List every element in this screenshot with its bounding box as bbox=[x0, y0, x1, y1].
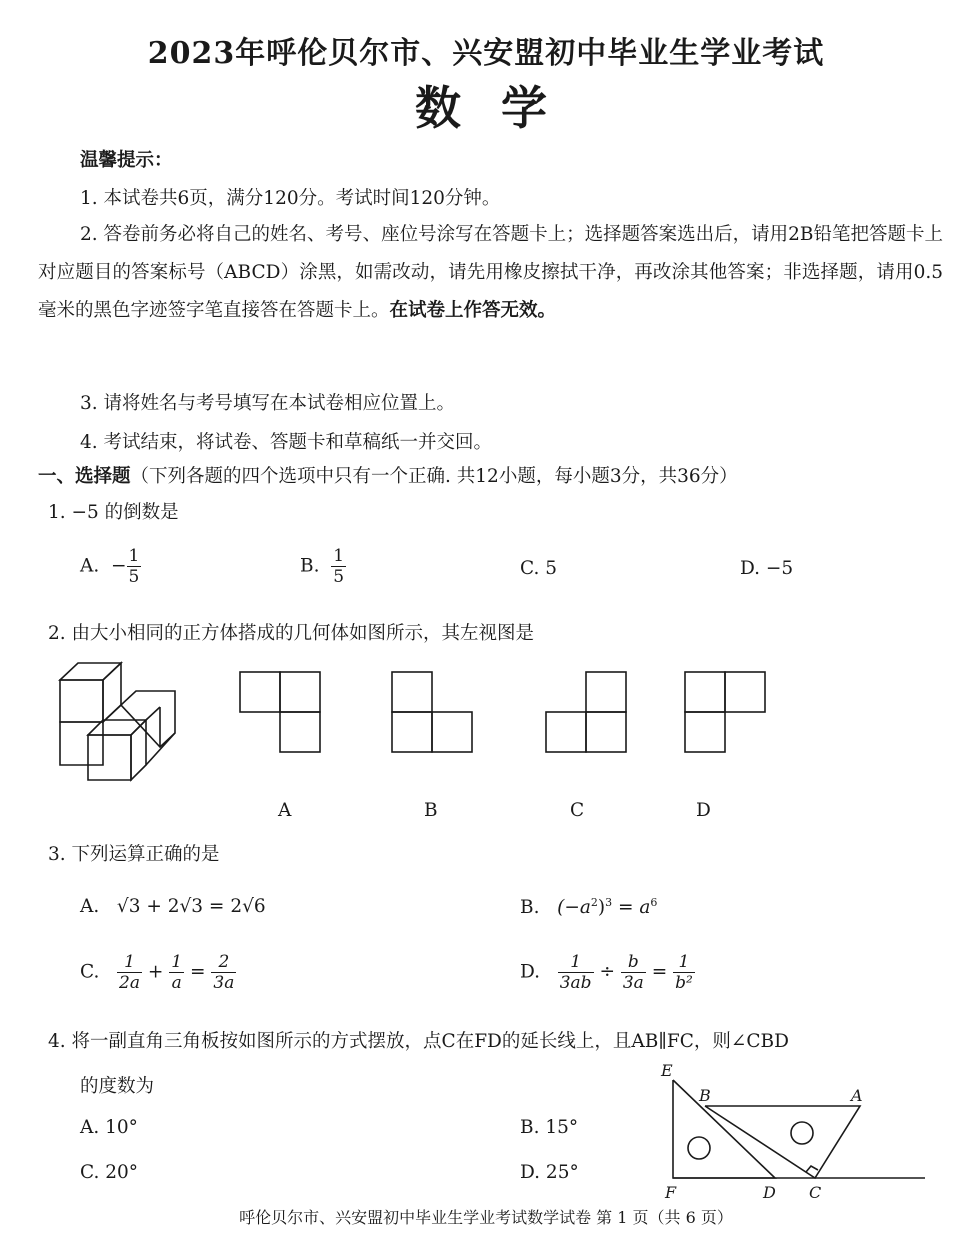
q4-triangle-figure bbox=[655, 1058, 930, 1205]
q3-c-f3-den: 3a bbox=[213, 973, 235, 993]
q1-a-label: A. bbox=[80, 555, 100, 577]
q3-d-f2-den: 3a bbox=[622, 973, 644, 993]
q1-option-d: D. −5 bbox=[740, 558, 794, 579]
section-heading bbox=[38, 462, 738, 488]
q4-stem-2: 的度数为 bbox=[80, 1076, 155, 1097]
section-title: 一、选择题 bbox=[38, 466, 131, 487]
q2-view-d bbox=[683, 670, 769, 756]
q4-stem: 4. 将一副直角三角板按如图所示的方式摆放，点C在FD的延长线上，且AB∥FC，则∠CBD bbox=[48, 1031, 789, 1052]
q3-d-frac2 bbox=[621, 952, 646, 993]
q3-c-frac2 bbox=[169, 952, 184, 993]
notice-item-3: 3. 请将姓名与考号填写在本试卷相应位置上。 bbox=[80, 393, 456, 414]
q3-a-label: A. bbox=[80, 896, 100, 917]
notice-heading: 温馨提示： bbox=[80, 150, 173, 171]
q1-a-fraction bbox=[127, 546, 142, 587]
triangle-hole-left bbox=[688, 1137, 710, 1159]
q3-option-a bbox=[80, 896, 266, 917]
q3-b-base: (−a bbox=[557, 897, 591, 919]
q1-b-num: 1 bbox=[333, 546, 345, 566]
q3-d-label: D. bbox=[520, 961, 541, 983]
subject-title: 数学 bbox=[415, 81, 587, 135]
q3-c-frac1 bbox=[117, 952, 142, 993]
q3-b-label: B. bbox=[520, 897, 540, 919]
q3-b-rhs-exp: 6 bbox=[650, 896, 658, 909]
q4-option-d: D. 25° bbox=[520, 1162, 579, 1183]
q3-d-frac1 bbox=[558, 952, 594, 993]
cube-front bbox=[88, 735, 131, 780]
q1-option-a bbox=[80, 546, 141, 587]
q1-a-sign: − bbox=[111, 555, 127, 577]
cube-top-front bbox=[60, 680, 103, 722]
notice-item-2-bold: 在试卷上作答无效。 bbox=[389, 300, 557, 321]
q3-c-f1-den: 2a bbox=[119, 973, 140, 993]
q3-c-f2-den: a bbox=[171, 973, 182, 993]
notice-item-4: 4. 考试结束，将试卷、答题卡和草稿纸一并交回。 bbox=[80, 432, 493, 453]
section-instruction: （下列各题的四个选项中只有一个正确. 共12小题，每小题3分，共36分） bbox=[130, 466, 738, 487]
q2-solid-figure bbox=[50, 655, 185, 787]
q2-label-c: C bbox=[570, 800, 585, 821]
q3-b-exp-outer: 3 bbox=[605, 896, 613, 909]
q3-c-frac3 bbox=[211, 952, 236, 993]
point-e-label: E bbox=[661, 1061, 673, 1080]
point-f-label: F bbox=[665, 1183, 677, 1202]
q1-stem: 1. −5 的倒数是 bbox=[48, 502, 179, 523]
point-c-label: C bbox=[809, 1183, 822, 1202]
q3-d-f2-num: b bbox=[621, 952, 646, 973]
q1-b-den: 5 bbox=[333, 567, 345, 587]
q3-option-b bbox=[520, 896, 657, 918]
q4-option-c: C. 20° bbox=[80, 1162, 139, 1183]
q3-c-op: + bbox=[147, 961, 164, 983]
q2-view-c bbox=[544, 670, 630, 756]
q3-d-op: ÷ bbox=[599, 961, 615, 983]
q3-d-eq: = bbox=[651, 961, 668, 983]
notice-item-1: 1. 本试卷共6页，满分120分。考试时间120分钟。 bbox=[80, 188, 501, 209]
q3-c-f3-num: 2 bbox=[211, 952, 236, 973]
q2-label-a: A bbox=[278, 800, 292, 821]
exam-title: 2023年呼伦贝尔市、兴安盟初中毕业生学业考试 bbox=[147, 36, 825, 71]
notice-item-2 bbox=[38, 216, 943, 330]
q3-a-expr: √3 + 2√3 = 2√6 bbox=[116, 896, 266, 917]
point-a-label: A bbox=[851, 1086, 863, 1105]
q1-b-fraction bbox=[331, 546, 346, 587]
cube-bottom-front bbox=[60, 722, 103, 765]
point-d-label: D bbox=[763, 1183, 776, 1202]
q4-option-b: B. 15° bbox=[520, 1117, 579, 1138]
q2-view-a bbox=[238, 670, 324, 756]
q1-option-b bbox=[300, 546, 346, 587]
q3-option-c bbox=[80, 952, 236, 993]
q2-label-d: D bbox=[696, 800, 711, 821]
triangle-abc bbox=[705, 1106, 860, 1178]
q3-d-f1-num: 1 bbox=[558, 952, 594, 973]
q3-b-close: ) bbox=[597, 897, 606, 919]
q2-view-b bbox=[390, 670, 476, 756]
point-b-label: B bbox=[699, 1086, 711, 1105]
q3-c-f2-num: 1 bbox=[171, 952, 183, 972]
q1-a-den: 5 bbox=[128, 567, 140, 587]
q3-b-exp-inner: 2 bbox=[590, 896, 598, 909]
page-footer: 呼伦贝尔市、兴安盟初中毕业生学业考试数学试卷 第 1 页（共 6 页） bbox=[239, 1208, 733, 1227]
notice-item-2-text: 2. 答卷前务必将自己的姓名、考号、座位号涂写在答题卡上；选择题答案选出后，请用2B铅笔把答题卡上对应题目的答案标号（ABCD）涂黑，如需改动，请先用橡皮擦拭干净，再改涂其他答案；非选择题，请用0.5毫米的黑色字迹签字笔直接答在答题卡上。 bbox=[38, 224, 943, 321]
q3-d-f3-den: b² bbox=[675, 973, 693, 993]
q1-b-label: B. bbox=[300, 555, 320, 577]
q1-a-num: 1 bbox=[128, 546, 140, 566]
q3-b-rhs: = a bbox=[612, 897, 651, 919]
q3-c-f1-num: 1 bbox=[117, 952, 142, 973]
right-angle-mark bbox=[806, 1166, 818, 1172]
q2-label-b: B bbox=[424, 800, 438, 821]
triangle-hole-right bbox=[791, 1122, 813, 1144]
q3-c-eq: = bbox=[190, 961, 206, 983]
q3-c-label: C. bbox=[80, 961, 100, 983]
q3-option-d bbox=[520, 952, 695, 993]
q3-d-frac3 bbox=[673, 952, 695, 993]
q3-d-f1-den: 3ab bbox=[559, 973, 592, 993]
q4-option-a: A. 10° bbox=[80, 1117, 138, 1138]
q1-option-c: C. 5 bbox=[520, 558, 558, 579]
q3-d-f3-num: 1 bbox=[673, 952, 695, 973]
triangle-efd bbox=[673, 1080, 775, 1178]
q2-stem: 2. 由大小相同的正方体搭成的几何体如图所示，其左视图是 bbox=[48, 623, 535, 644]
q3-stem: 3. 下列运算正确的是 bbox=[48, 844, 220, 865]
